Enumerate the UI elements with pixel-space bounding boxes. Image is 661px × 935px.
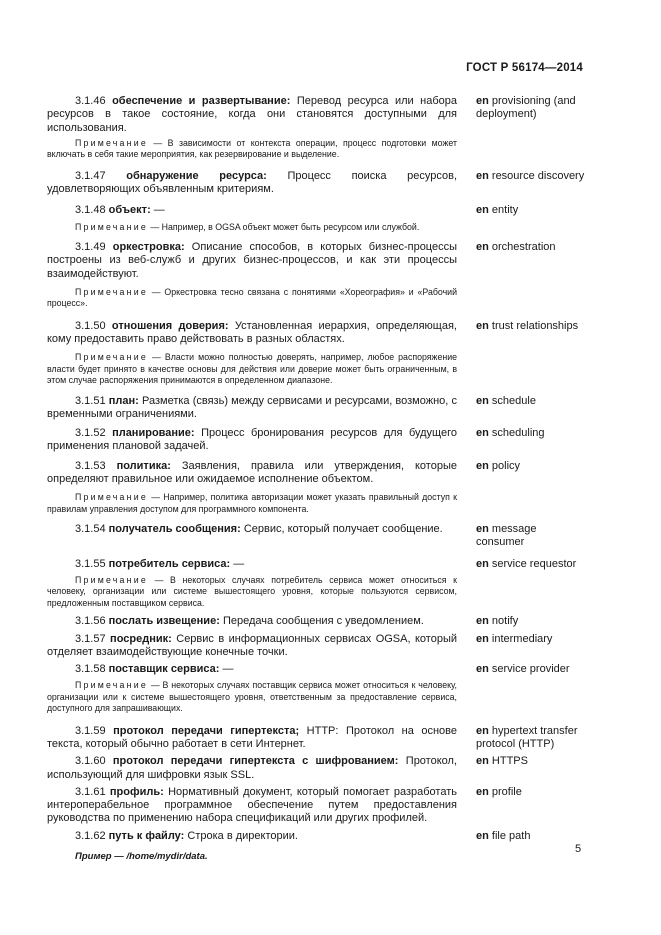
term-number: 3.1.51 <box>75 394 106 407</box>
term-name: обнаружение ресурса <box>126 169 264 182</box>
english-equivalent: en entity <box>476 204 519 217</box>
term-number: 3.1.59 <box>75 724 106 737</box>
note-text: — В зависимости от контекста операции, процесс подготовки может включать в себя такие мероприятия, как резервирование и выделение. <box>47 137 457 160</box>
term-separator: : <box>224 319 229 332</box>
term-separator: : <box>190 427 195 440</box>
definition-text: Процесс поиска ресурсов, удовлетворяющих объявленным критериям. <box>47 169 457 195</box>
definition-text: Процесс бронирования ресурсов для будущего применения плановой задачей. <box>47 427 457 453</box>
note-label: Примечание <box>75 137 148 148</box>
term-name: план <box>108 394 136 407</box>
page-number: 5 <box>575 843 582 855</box>
term-name: отношения доверия <box>111 319 225 332</box>
term-entry <box>47 725 587 752</box>
term-definition <box>47 241 457 281</box>
term-definition <box>47 523 457 536</box>
note-label: Примечание <box>75 680 148 691</box>
term-definition <box>47 615 457 628</box>
definition-text: Сервис в информационных сервисах OGSA, который отделяет взаимодействующие конечные точки. <box>47 632 457 658</box>
term-separator: ; <box>295 724 300 737</box>
term-entry <box>47 460 587 515</box>
definition-text: Заявления, правила или утверждения, которые определяют правильное или ожидаемое исполнение объектом. <box>47 459 457 485</box>
term-number: 3.1.46 <box>75 95 106 107</box>
english-equivalent: en file path <box>476 829 531 842</box>
note-label: Примечание <box>75 492 148 503</box>
english-equivalent: en trust relationships <box>476 319 579 332</box>
term-number: 3.1.60 <box>75 755 106 768</box>
term-definition <box>47 725 457 752</box>
term-number: 3.1.47 <box>75 169 106 182</box>
english-term: resource discovery <box>491 169 585 182</box>
english-equivalent: en message consumer <box>476 523 537 549</box>
note-label: Примечание <box>75 286 148 297</box>
term-name: профиль <box>109 785 161 798</box>
term-note <box>47 492 457 515</box>
english-equivalent: en orchestration <box>476 241 556 253</box>
definition-text: Передача сообщения с уведомлением. <box>222 615 424 628</box>
term-number: 3.1.53 <box>75 459 106 472</box>
definition-text: Строка в директории. <box>187 829 298 842</box>
term-entry <box>47 615 587 628</box>
note-text: — Например, в OGSA объект может быть ресурсом или службой. <box>150 221 420 232</box>
term-separator: : <box>135 394 139 407</box>
term-name: посредник <box>110 632 169 645</box>
definition-text: — <box>233 557 245 570</box>
note-label: Примечание <box>75 352 148 363</box>
term-entry <box>47 395 587 422</box>
term-definition <box>47 663 457 676</box>
definition-text: Сервис, который получает сообщение. <box>243 523 443 536</box>
english-term: service requestor <box>491 557 577 570</box>
note-text: — Например, политика авторизации может указать правильный доступ к правилам управления доступом для программного компонента. <box>47 492 457 514</box>
term-separator: : <box>394 755 399 768</box>
english-equivalent: en notify <box>476 615 519 628</box>
english-term: intermediary <box>491 632 553 645</box>
term-definition <box>47 170 457 197</box>
term-definition <box>47 830 457 843</box>
term-separator: : <box>147 204 151 217</box>
term-separator: : <box>167 459 171 472</box>
term-separator: : <box>160 785 164 798</box>
term-separator: : <box>180 829 185 842</box>
term-number: 3.1.54 <box>75 523 106 536</box>
note-text: — Власти можно полностью доверять, например, любое распоряжение власти будет принято в качестве основы для действия или доверие может быть ограниченным, в этом случае распоряжения принимаются в определенном диапазоне. <box>47 352 457 386</box>
english-equivalent: en intermediary <box>476 632 553 645</box>
english-equivalent: en schedule <box>476 394 536 407</box>
term-name: обеспечение и развертывание <box>112 95 287 107</box>
english-equivalent: en service requestor <box>476 557 577 570</box>
english-term: orchestration <box>491 241 556 253</box>
english-term: scheduling <box>491 427 545 440</box>
term-definition <box>47 204 457 217</box>
term-separator: : <box>237 523 241 536</box>
term-definition <box>47 320 457 347</box>
term-name: путь к файлу <box>108 829 181 842</box>
note-text: — В некоторых случаях потребитель сервиса может относиться к человеку, организации или системе вышестоящего уровня, которые пользуются сервисом, предложенным поставщиком сервиса. <box>47 575 457 608</box>
term-entry <box>47 320 587 387</box>
term-number: 3.1.61 <box>75 785 106 798</box>
term-entry <box>47 786 587 826</box>
term-example: Пример — /home/mydir/data. <box>75 851 208 862</box>
term-number: 3.1.55 <box>75 557 106 570</box>
term-note <box>47 287 457 310</box>
term-entry <box>47 830 587 862</box>
term-separator: : <box>286 95 291 107</box>
term-definition <box>47 755 457 782</box>
definition-text: HTTP: Протокол на основе текста, который обычно работает в сети Интернет. <box>47 724 458 750</box>
term-name: послать извещение <box>108 615 217 628</box>
definition-text: Нормативный документ, который помогает разработать интероперабельное программное обеспечение путем предоставления руководства по применению набора спецификаций или других профилей. <box>47 785 457 825</box>
standard-header: ГОСТ Р 56174—2014 <box>466 62 583 74</box>
term-entry <box>47 633 587 660</box>
term-number: 3.1.49 <box>75 241 106 253</box>
term-number: 3.1.62 <box>75 829 106 842</box>
definition-text: Установленная иерархия, определяющая, кому предоставить право действовать в разных областях. <box>47 319 457 345</box>
term-entry <box>47 170 587 197</box>
term-separator: : <box>226 557 231 570</box>
english-term: entity <box>491 204 519 217</box>
term-name: протокол передачи гипертекста с шифрованием <box>112 755 395 768</box>
term-name: поставщик сервиса <box>108 663 216 676</box>
term-name: оркестровка <box>112 241 181 253</box>
english-equivalent: en service provider <box>476 663 570 676</box>
english-term: hypertext transfer protocol (HTTP) <box>476 724 578 750</box>
term-name: объект <box>108 204 148 217</box>
term-note <box>47 138 457 161</box>
english-term: file path <box>491 829 531 842</box>
english-term: service provider <box>491 663 570 676</box>
term-definition <box>47 460 457 487</box>
english-equivalent: en hypertext transfer protocol (HTTP) <box>476 724 578 750</box>
term-name: планирование <box>112 427 191 440</box>
term-note <box>47 222 457 233</box>
term-name: протокол передачи гипертекста <box>113 724 296 737</box>
english-equivalent: en profile <box>476 785 522 798</box>
english-equivalent: en HTTPS <box>476 755 528 768</box>
note-label: Примечание <box>75 221 148 232</box>
term-entry <box>47 755 587 782</box>
english-equivalent: en resource discovery <box>476 169 585 182</box>
term-number: 3.1.50 <box>75 319 106 332</box>
definition-text: — <box>222 663 234 676</box>
term-entry <box>47 241 587 310</box>
definition-text: Описание способов, в которых бизнес-процессы построены из веб-служб и других бизнес-процессов, и как эти процессы взаимодействуют. <box>47 241 458 280</box>
term-entry <box>47 558 587 610</box>
term-definition <box>47 427 457 454</box>
term-definition <box>47 95 457 135</box>
term-note <box>47 575 457 609</box>
definition-text: — <box>153 204 165 217</box>
term-number: 3.1.57 <box>75 632 106 645</box>
english-term: profile <box>491 785 522 798</box>
term-entry <box>47 427 587 454</box>
term-entry <box>47 663 587 715</box>
term-number: 3.1.56 <box>75 615 106 628</box>
term-definition <box>47 633 457 660</box>
english-equivalent: en scheduling <box>476 427 545 440</box>
definition-text: Протокол, использующий для шифровки язык SSL. <box>47 755 457 781</box>
term-entry <box>47 523 587 550</box>
term-list <box>47 95 587 862</box>
english-term: notify <box>491 615 519 628</box>
term-name: потребитель сервиса <box>108 557 227 570</box>
english-term: message consumer <box>476 523 537 549</box>
english-term: trust relationships <box>491 319 579 332</box>
english-term: schedule <box>491 394 536 407</box>
term-name: получатель сообщения <box>108 523 238 536</box>
term-name: политика <box>116 459 168 472</box>
term-separator: : <box>216 615 220 628</box>
english-term: HTTPS <box>491 755 528 768</box>
term-number: 3.1.58 <box>75 663 106 676</box>
term-number: 3.1.48 <box>75 204 106 217</box>
term-entry <box>47 204 587 233</box>
definition-text: Разметка (связь) между сервисами и ресурсами, возможно, с временными ограничениями. <box>47 394 458 420</box>
term-note <box>47 352 457 386</box>
term-definition <box>47 395 457 422</box>
definition-text: Перевод ресурса или набора ресурсов в такое состояние, когда они становятся доступными для использования. <box>47 95 457 134</box>
term-separator: : <box>180 241 185 253</box>
term-definition <box>47 786 457 826</box>
term-entry <box>47 95 587 161</box>
english-equivalent: en policy <box>476 459 521 472</box>
term-separator: : <box>215 663 220 676</box>
term-separator: : <box>263 169 267 182</box>
note-text: — В некоторых случаях поставщик сервиса может относиться к человеку, организации или к системе вышестоящего уровня, ответственным за предоставление сервиса, доступного для запрашивающих. <box>47 680 457 714</box>
note-label: Примечание <box>75 575 148 585</box>
term-note <box>47 680 457 714</box>
term-definition <box>47 558 457 571</box>
english-equivalent: en provisioning (and deployment) <box>476 95 576 121</box>
note-text: — Оркестровка тесно связана с понятиями «Хореография» и «Рабочий процесс». <box>47 286 457 309</box>
term-separator: : <box>168 632 172 645</box>
english-term: policy <box>491 459 521 472</box>
term-number: 3.1.52 <box>75 427 106 440</box>
english-term: provisioning (and deployment) <box>476 95 576 121</box>
